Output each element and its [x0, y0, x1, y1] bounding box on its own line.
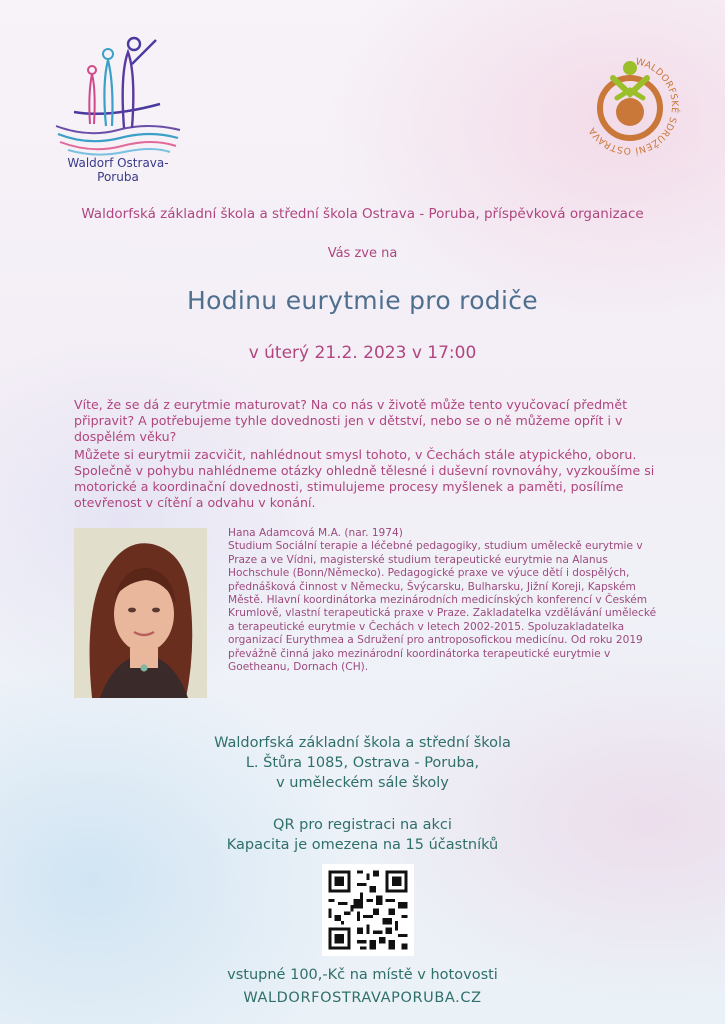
venue-address	[0, 733, 725, 793]
venue-line-3: v uměleckém sále školy	[276, 775, 449, 791]
lecturer-photo	[74, 528, 207, 698]
venue-line-2: L. Štůra 1085, Ostrava - Poruba,	[245, 755, 480, 771]
intro-paragraph-1: Víte, že se dá z eurytmie maturovat? Na co nás v životě může tento vyučovací předmět připravit? A potřebujeme tyhle dovednosti jen v dětství, nebo se o ně můžeme opřít i v dospělém věku?	[74, 397, 628, 444]
registration-line-1: QR pro registraci na akci	[273, 817, 452, 833]
registration-info	[0, 815, 725, 855]
lecturer-bio-text: Studium Sociální terapie a léčebné pedagogiky, studium uměleckě eurytmie v Praze a ve Vídni, magisterské studium terapeutické eurytmie na Alanus Hochschule (Bonn/Německo). Pedagogické praxe ve výuce dětí i dospělých, přednášková činnost v Německu, Švýcarsku, Bulharsku, Jižní Koreji, Kapském Městě. Hlavní koordinátorka mezinárodních medicínských konferencí v Českém Krumlově, vlastní terapeutická praxe v Praze. Zakladatelka vzdělávání umělecké a terapeutické eurytmie v Čechách v letech 2002-2015. Spoluzakladatelka organizací Eurythmea a Sdružení pro antroposofickou medicínu. Od roku 2019 převážně činná jako mezinárodní koordinátorka terapeutické eurytmie v Goetheanu, Dornach (CH).	[228, 540, 657, 674]
waldorf-association-logo	[575, 50, 685, 162]
venue-line-1: Waldorfská základní škola a střední škola	[214, 735, 511, 751]
logo-caption: Waldorf Ostrava-Poruba	[67, 156, 169, 184]
entry-fee: vstupné 100,-Kč na místě v hotovosti	[227, 967, 498, 983]
waldorf-poruba-logo	[48, 34, 188, 174]
registration-qr-code[interactable]	[322, 864, 414, 956]
organization-name: Waldorfská základní škola a střední škola Ostrava - Poruba, příspěvková organizace	[81, 206, 644, 222]
invite-text: Vás zve na	[327, 246, 398, 261]
event-title: Hodinu eurytmie pro rodiče	[187, 286, 538, 315]
logo-ring-text: WALDORFSKÉ SDRUŽENÍ OSTRAVA	[586, 56, 681, 157]
website-link[interactable]: WALDORFOSTRAVAPORUBA.CZ	[243, 990, 482, 1006]
registration-line-2: Kapacita je omezena na 15 účastníků	[226, 837, 499, 853]
lecturer-name: Hana Adamcová M.A. (nar. 1974)	[228, 527, 403, 539]
lecturer-bio	[228, 527, 658, 674]
event-date: v úterý 21.2. 2023 v 17:00	[248, 343, 477, 363]
intro-paragraph-2: Můžete si eurytmii zacvičit, nahlédnout smysl tohoto, v Čechách stále atypického, oboru. Společně v pohybu nahlédneme otázky ohledně tělesné i duševní rovnováhy, vyzkoušíme si motorické a koordinační dovednosti, stimulujeme procesy myšlenek a paměti, posílíme otevřenost v cítění a odvahu v konání.	[74, 447, 655, 510]
